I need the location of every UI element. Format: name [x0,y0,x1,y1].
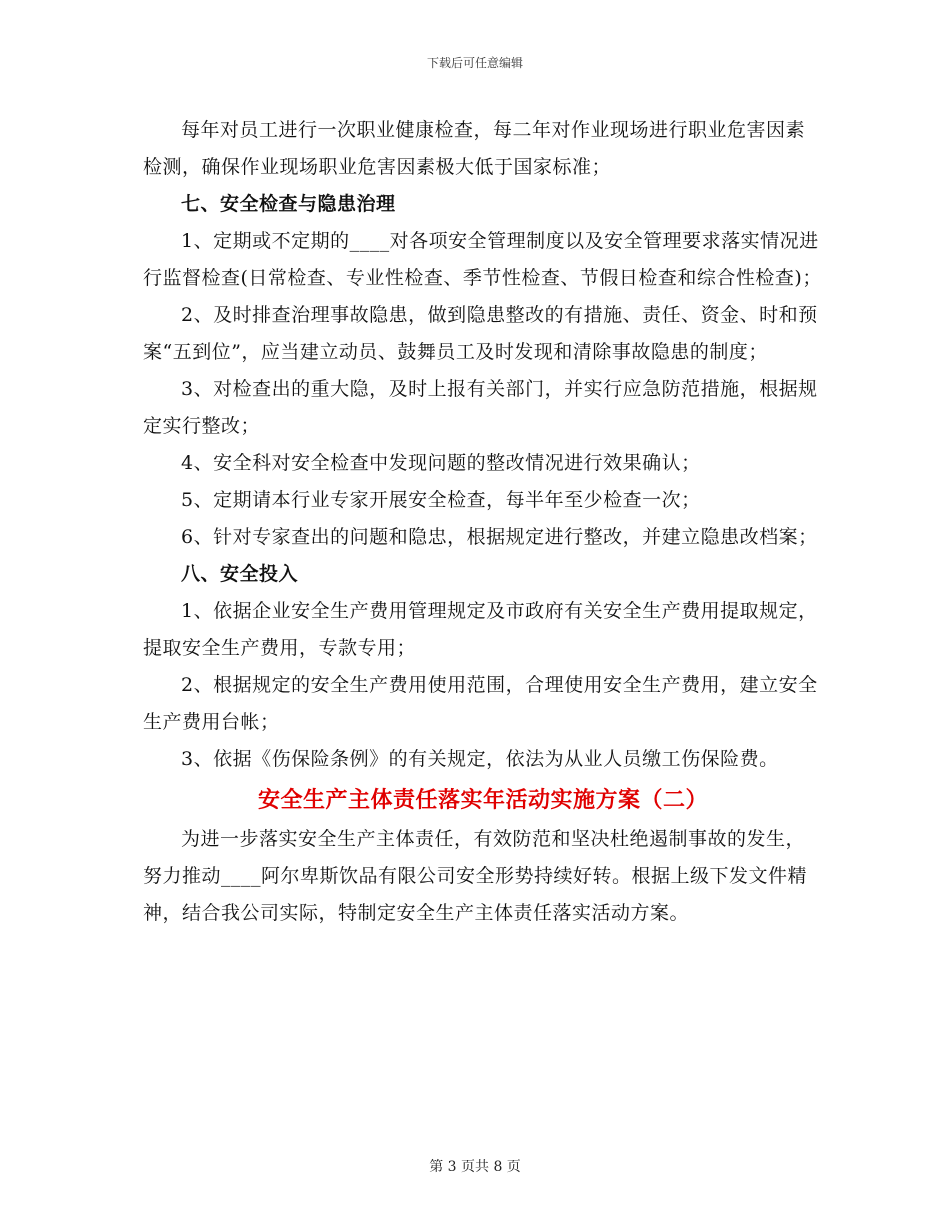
paragraph: 6、针对专家查出的问题和隐忠，根据规定进行整改，并建立隐患改档案； [181,526,818,548]
section-heading: 七、安全检查与隐患治理 [181,193,396,215]
paragraph: 1、依据企业安全生产费用管理规定及市政府有关安全生产费用提取规定，提取安全生产费用，专款专用； [143,600,818,659]
paragraph: 每年对员工进行一次职业健康检查，每二年对作业现场进行职业危害因素检测，确保作业现场职业危害因素极大低于国家标准； [143,119,806,178]
paragraph: 3、依据《伤保险条例》的有关规定，依法为从业人员缴工伤保险费。 [181,748,779,770]
paragraph: 为进一步落实安全生产主体责任，有效防范和坚决杜绝遏制事故的发生，努力推动____阿尔卑斯饮品有限公司安全形势持续好转。根据上级下发文件精神，结合我公司实际，特制定安全生产主体责任落实活动方案。 [143,828,808,924]
document-body [143,112,823,932]
paragraph: 2、及时排查治理事故隐患，做到隐患整改的有措施、责任、资金、时和预案“五到位”，应当建立动员、鼓舞员工及时发现和清除事故隐患的制度； [143,304,818,363]
document-title: 安全生产主体责任落实年活动实施方案（二） [257,787,708,813]
paragraph: 3、对检查出的重大隐，及时上报有关部门，并实行应急防范措施，根据规定实行整改； [143,378,818,437]
paragraph: 5、定期请本行业专家开展安全检查，每半年至少检查一次； [181,489,701,511]
page-header-note: 下载后可任意编辑 [426,56,523,70]
paragraph: 2、根据规定的安全生产费用使用范围，合理使用安全生产费用，建立安全生产费用台帐； [143,674,818,733]
section-heading: 八、安全投入 [181,563,299,585]
paragraph: 1、定期或不定期的____对各项安全管理制度以及安全管理要求落实情况进行监督检查(日常检查、专业性检查、季节性检查、节假日检查和综合性检查)； [143,230,822,289]
page-number: 第 3 页共 8 页 [429,1159,521,1175]
paragraph: 4、安全科对安全检查中发现问题的整改情况进行效果确认； [181,452,701,474]
